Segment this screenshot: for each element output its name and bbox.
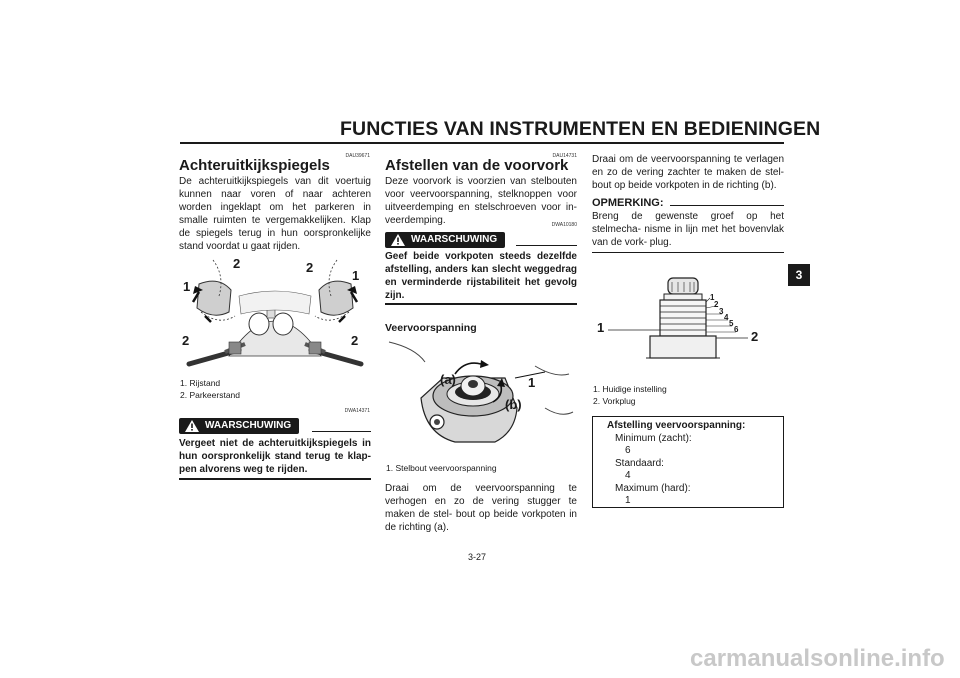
warning-badge xyxy=(179,418,299,434)
setting-value: 1 xyxy=(625,495,631,506)
page-title: FUNCTIES VAN INSTRUMENTEN EN BEDIENINGEN xyxy=(340,118,821,140)
warning-text: Geef beide vorkpoten steeds dezelfde afstelling, anders kan slecht weggedrag en verminderde rijstabiliteit het gevolg zijn. xyxy=(385,251,577,301)
figure-callout: 2 xyxy=(306,260,314,275)
figure-caption: 1. Stelbout veervoorspanning xyxy=(386,463,497,473)
figure-callout: 1 xyxy=(352,268,360,283)
section-tab: 3 xyxy=(788,264,810,286)
preload-body: Draai om de veervoorspanning te verlagen en zo de vering zachter te maken de stel- bout op beide vorkpoten in de richting (b). xyxy=(592,154,784,191)
divider xyxy=(670,205,784,206)
groove-number: 4 xyxy=(724,313,729,322)
figure-caption: 2. Vorkplug xyxy=(593,396,636,406)
divider xyxy=(179,478,371,480)
groove-number: 2 xyxy=(714,300,719,309)
settings-box-title: Afstelling veervoorspanning: xyxy=(607,420,746,431)
setting-label: Maximum (hard): xyxy=(615,482,691,494)
figure-callout: 2 xyxy=(351,333,359,348)
figure-callout: 2 xyxy=(751,329,759,344)
fork-body: Deze voorvork is voorzien van stelbouten voor veervoorspanning, stelknoppen voor uitveerdemping en stelschroeven voor in- veerdemping. xyxy=(385,176,577,226)
groove-number: 3 xyxy=(719,307,724,316)
divider xyxy=(312,431,371,432)
subheading-preload: Veervoorspanning xyxy=(385,322,477,334)
warning-label: WAARSCHUWING xyxy=(205,420,292,431)
setting-label: Standaard: xyxy=(615,457,664,469)
setting-label: Minimum (zacht): xyxy=(615,432,692,444)
figure-callout: 2 xyxy=(182,333,190,348)
fork-figure xyxy=(385,338,577,456)
note-text: Breng de gewenste groef op het stelmecha- nisme in lijn met het bovenvlak van de vork- plug. xyxy=(592,211,784,248)
settings-box xyxy=(592,416,784,508)
warning-icon xyxy=(391,234,405,246)
figure-callout: 1 xyxy=(597,320,605,335)
figure-callout: 1 xyxy=(183,279,191,294)
section-heading-mirrors: Achteruitkijkspiegels xyxy=(179,157,330,174)
figure-caption: 2. Parkeerstand xyxy=(180,390,241,400)
figure-callout: 1 xyxy=(528,375,536,390)
section-heading-fork: Afstellen van de voorvork xyxy=(385,157,569,174)
groove-number: 5 xyxy=(729,319,734,328)
mirrors-figure xyxy=(179,256,371,372)
warning-code: DWA10180 xyxy=(551,222,577,228)
doc-code: DAU14731 xyxy=(552,153,577,159)
divider xyxy=(516,245,577,246)
setting-value: 6 xyxy=(625,445,631,456)
warning-text: Vergeet niet de achteruitkijkspiegels in hun oorspronkelijk stand terug te klap- pen alvorens weg te rijden. xyxy=(179,438,371,475)
figure-callout: (a) xyxy=(440,372,456,387)
figure-callout: 2 xyxy=(233,256,241,271)
warning-icon xyxy=(185,420,199,432)
figure-callout: (b) xyxy=(505,397,522,412)
warning-code: DWA14371 xyxy=(344,408,370,414)
mirrors-body: De achteruitkijkspiegels van dit voertuig kunnen naar voren of naar achteren worden ingeklapt om het parkeren in smalle ruimten te vergemakkelijken. Klap de spiegels terug in hun oorspronkelijke stand voordat u gaat rijden. xyxy=(179,176,371,252)
fork-body-2: Draai om de veervoorspanning te verhogen en zo de vering stugger te maken de stel- bout op beide vorkpoten in de richting (a). xyxy=(385,483,577,533)
figure-caption: 1. Rijstand xyxy=(180,378,221,388)
figure-caption: 1. Huidige instelling xyxy=(593,384,667,394)
note-label: OPMERKING: xyxy=(592,197,664,209)
divider xyxy=(592,252,784,253)
groove-number: 1 xyxy=(710,293,715,302)
header-rule xyxy=(180,142,784,144)
page-number: 3-27 xyxy=(468,552,487,562)
watermark: carmanualsonline.info xyxy=(690,645,945,672)
doc-code: DAU39671 xyxy=(345,153,370,159)
adjuster-figure xyxy=(592,260,784,378)
warning-badge xyxy=(385,232,505,248)
setting-value: 4 xyxy=(625,470,631,481)
warning-label: WAARSCHUWING xyxy=(411,234,498,245)
divider xyxy=(385,303,577,305)
groove-number: 6 xyxy=(734,325,739,334)
